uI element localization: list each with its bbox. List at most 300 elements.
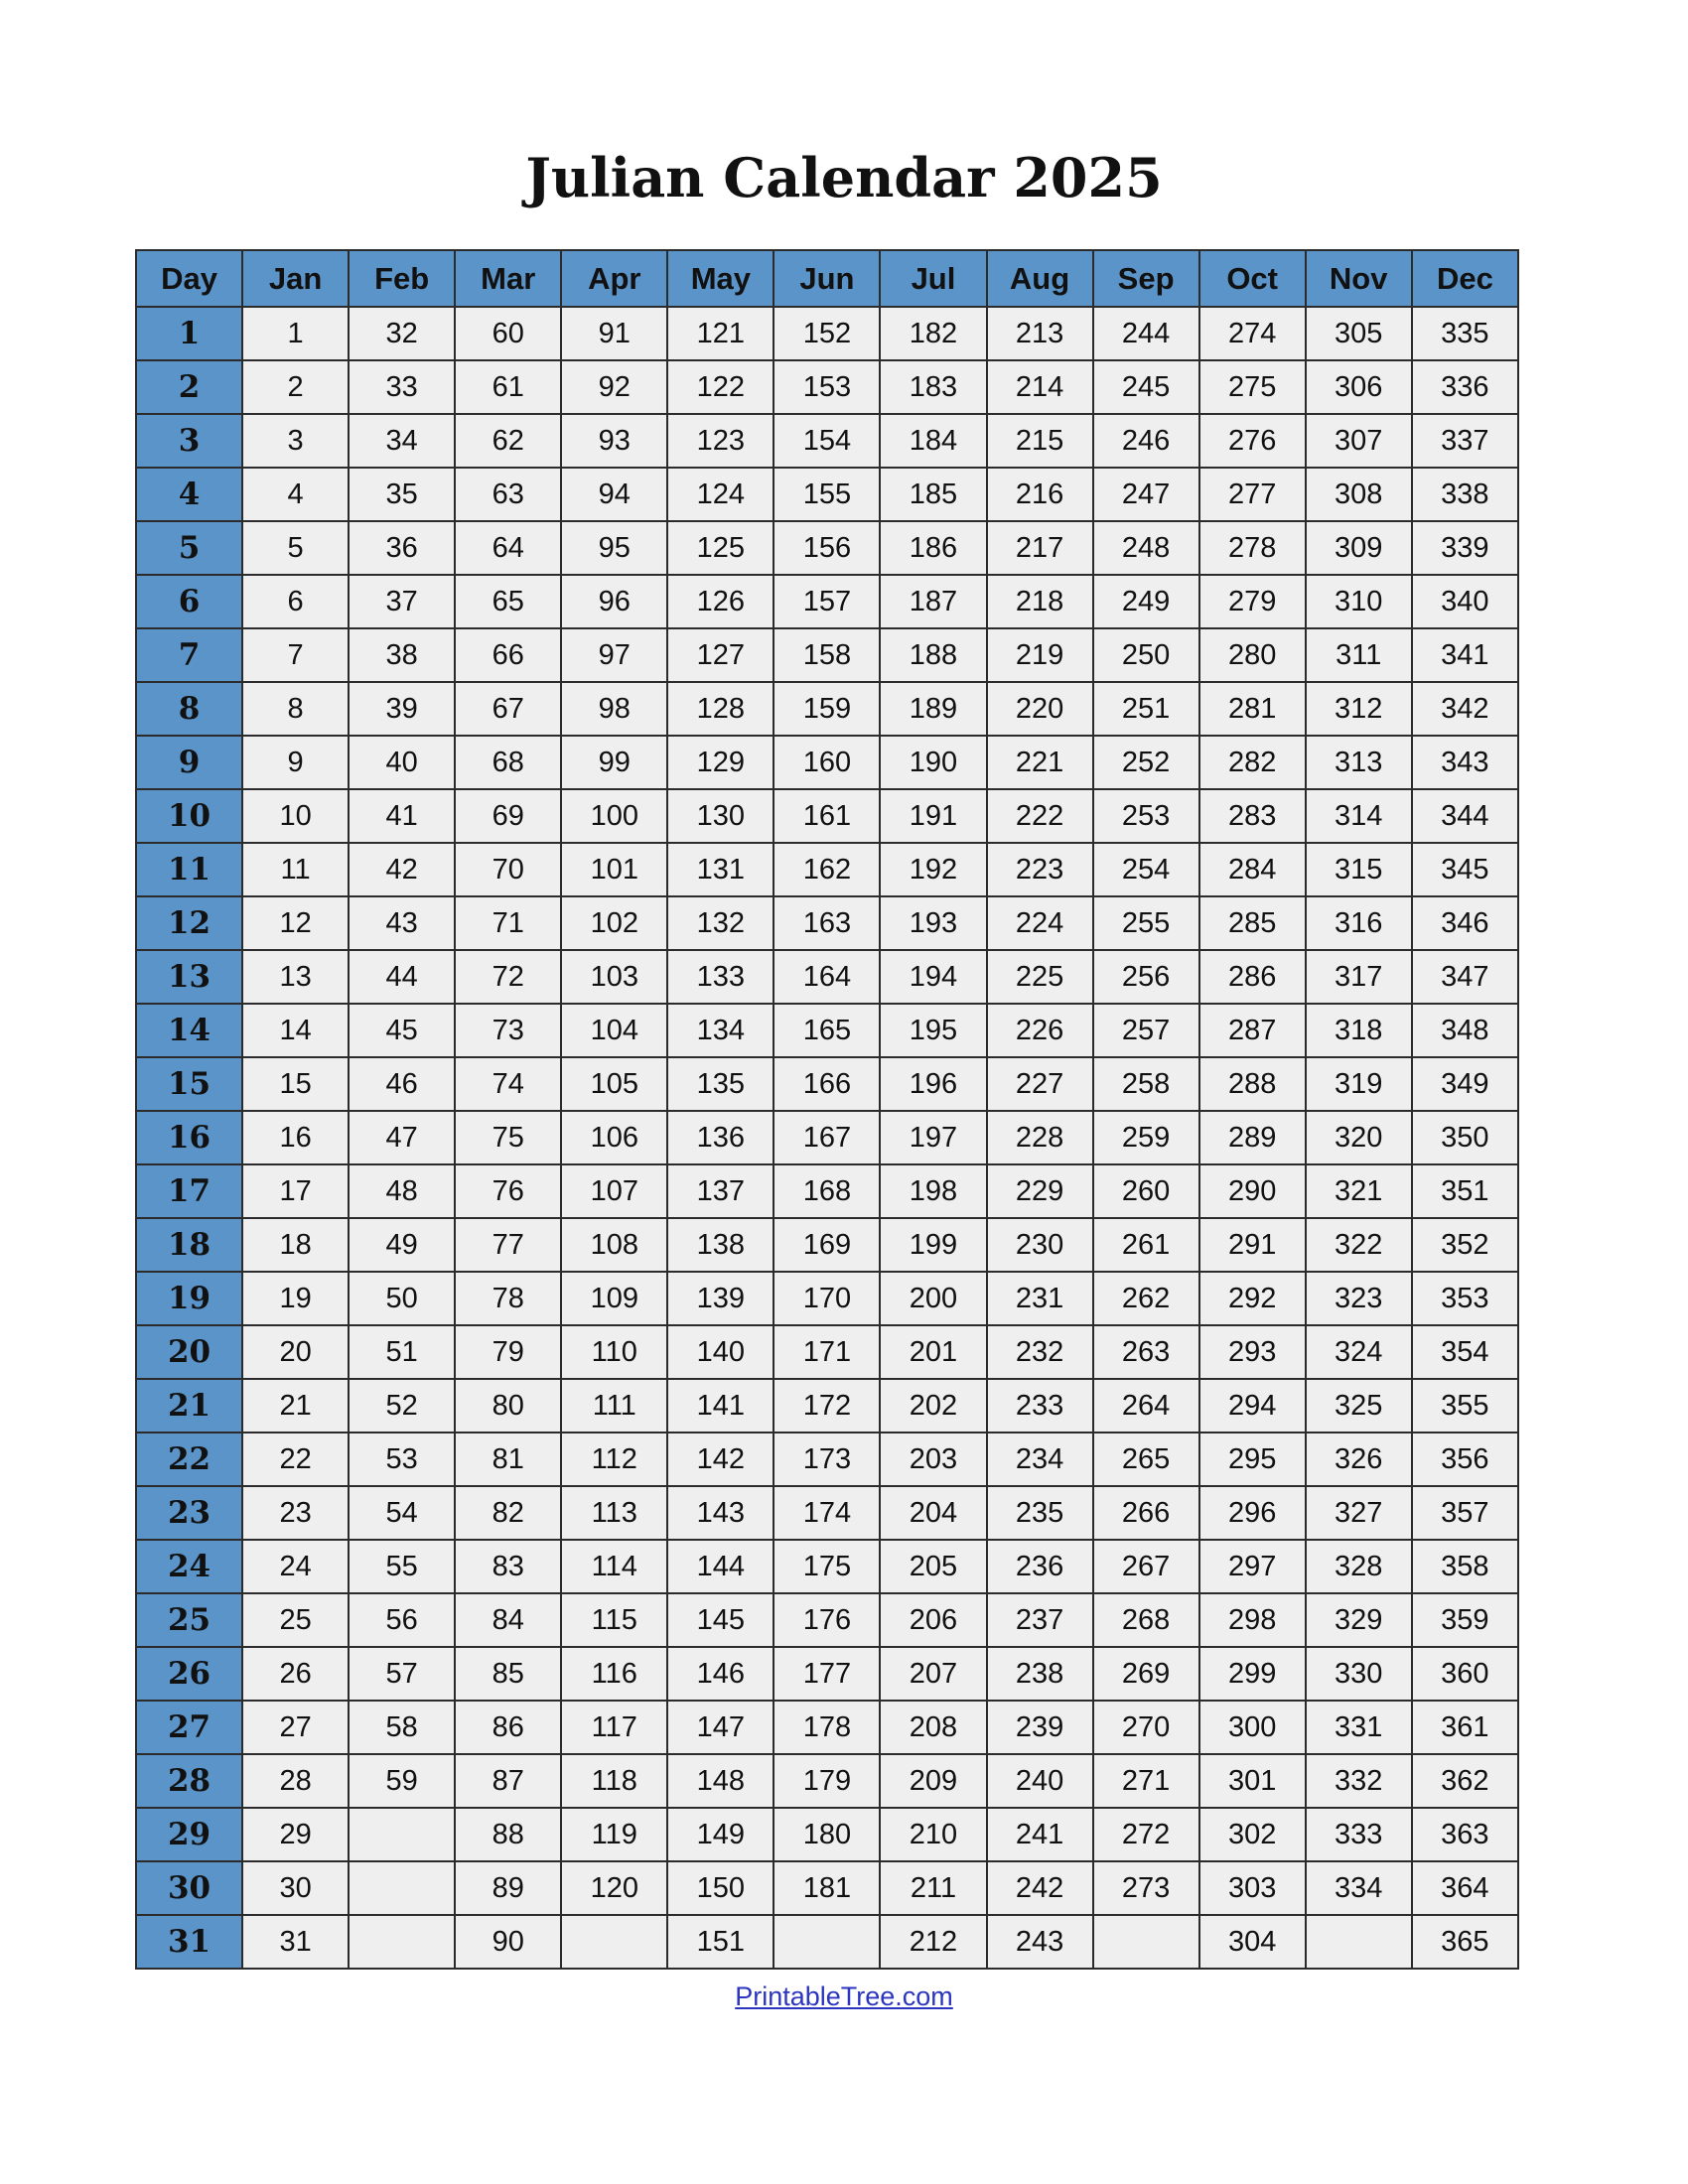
julian-value-cell: 93 [561, 414, 667, 468]
julian-value-cell: 314 [1306, 789, 1412, 843]
julian-value-cell: 72 [455, 950, 561, 1004]
julian-value-cell: 287 [1199, 1004, 1306, 1057]
julian-value-cell: 9 [242, 736, 349, 789]
table-row [136, 950, 1518, 1004]
day-cell: 13 [136, 950, 242, 1004]
julian-value-cell: 270 [1093, 1701, 1199, 1754]
month-header-cell: Mar [455, 250, 561, 307]
julian-value-cell: 84 [455, 1593, 561, 1647]
julian-value-cell: 198 [880, 1164, 986, 1218]
day-cell: 29 [136, 1808, 242, 1861]
julian-value-cell: 336 [1412, 360, 1518, 414]
julian-value-cell: 127 [667, 628, 774, 682]
julian-value-cell: 150 [667, 1861, 774, 1915]
day-cell: 23 [136, 1486, 242, 1540]
printabletree-link[interactable]: PrintableTree.com [735, 1981, 953, 2012]
julian-value-cell: 7 [242, 628, 349, 682]
julian-value-cell: 245 [1093, 360, 1199, 414]
julian-value-cell: 97 [561, 628, 667, 682]
julian-value-cell: 189 [880, 682, 986, 736]
julian-value-cell: 240 [987, 1754, 1093, 1808]
julian-value-cell: 160 [774, 736, 880, 789]
table-row [136, 682, 1518, 736]
table-row [136, 1433, 1518, 1486]
julian-value-cell: 321 [1306, 1164, 1412, 1218]
julian-value-cell: 65 [455, 575, 561, 628]
day-cell: 11 [136, 843, 242, 896]
julian-value-cell: 317 [1306, 950, 1412, 1004]
julian-value-cell: 122 [667, 360, 774, 414]
table-row [136, 1486, 1518, 1540]
julian-value-cell: 290 [1199, 1164, 1306, 1218]
julian-value-cell: 35 [349, 468, 455, 521]
julian-value-cell: 191 [880, 789, 986, 843]
julian-value-cell: 136 [667, 1111, 774, 1164]
table-row [136, 1701, 1518, 1754]
julian-value-cell: 135 [667, 1057, 774, 1111]
julian-value-cell: 33 [349, 360, 455, 414]
julian-value-cell: 344 [1412, 789, 1518, 843]
julian-value-cell: 298 [1199, 1593, 1306, 1647]
month-header-cell: Jul [880, 250, 986, 307]
julian-value-cell: 220 [987, 682, 1093, 736]
julian-value-cell: 157 [774, 575, 880, 628]
julian-value-cell: 109 [561, 1272, 667, 1325]
julian-value-cell: 18 [242, 1218, 349, 1272]
julian-value-cell: 263 [1093, 1325, 1199, 1379]
julian-value-cell: 312 [1306, 682, 1412, 736]
julian-value-cell: 338 [1412, 468, 1518, 521]
julian-value-cell: 244 [1093, 307, 1199, 360]
julian-value-cell: 184 [880, 414, 986, 468]
julian-value-cell: 341 [1412, 628, 1518, 682]
julian-value-cell: 125 [667, 521, 774, 575]
julian-value-cell: 38 [349, 628, 455, 682]
julian-value-cell: 301 [1199, 1754, 1306, 1808]
julian-value-cell: 178 [774, 1701, 880, 1754]
julian-value-cell: 134 [667, 1004, 774, 1057]
julian-value-cell: 163 [774, 896, 880, 950]
page-title: Julian Calendar 2025 [525, 146, 1163, 209]
julian-value-cell: 347 [1412, 950, 1518, 1004]
julian-value-cell: 289 [1199, 1111, 1306, 1164]
month-header-cell: Dec [1412, 250, 1518, 307]
julian-value-cell: 117 [561, 1701, 667, 1754]
julian-value-cell: 361 [1412, 1701, 1518, 1754]
julian-value-cell: 252 [1093, 736, 1199, 789]
julian-value-cell: 277 [1199, 468, 1306, 521]
julian-value-cell: 267 [1093, 1540, 1199, 1593]
julian-value-cell: 227 [987, 1057, 1093, 1111]
julian-value-cell: 77 [455, 1218, 561, 1272]
julian-value-cell: 130 [667, 789, 774, 843]
day-cell: 17 [136, 1164, 242, 1218]
julian-calendar-table [135, 249, 1519, 1970]
julian-value-cell: 14 [242, 1004, 349, 1057]
julian-value-cell: 253 [1093, 789, 1199, 843]
table-body [136, 307, 1518, 1969]
julian-value-cell: 69 [455, 789, 561, 843]
day-cell: 6 [136, 575, 242, 628]
julian-value-cell: 358 [1412, 1540, 1518, 1593]
julian-value-cell: 286 [1199, 950, 1306, 1004]
julian-value-cell: 255 [1093, 896, 1199, 950]
julian-value-cell: 67 [455, 682, 561, 736]
julian-value-cell: 113 [561, 1486, 667, 1540]
julian-value-cell: 23 [242, 1486, 349, 1540]
julian-value-cell: 248 [1093, 521, 1199, 575]
month-header-cell: Apr [561, 250, 667, 307]
table-row [136, 468, 1518, 521]
julian-value-cell: 16 [242, 1111, 349, 1164]
day-cell: 2 [136, 360, 242, 414]
julian-value-cell: 284 [1199, 843, 1306, 896]
julian-value-cell: 100 [561, 789, 667, 843]
day-header-cell: Day [136, 250, 242, 307]
table-row [136, 1325, 1518, 1379]
julian-value-cell: 82 [455, 1486, 561, 1540]
julian-value-cell: 292 [1199, 1272, 1306, 1325]
month-header-cell: Aug [987, 250, 1093, 307]
julian-value-cell: 123 [667, 414, 774, 468]
julian-value-cell: 235 [987, 1486, 1093, 1540]
julian-value-cell: 89 [455, 1861, 561, 1915]
julian-value-cell [349, 1915, 455, 1969]
footer [0, 1981, 1688, 2012]
julian-value-cell: 90 [455, 1915, 561, 1969]
julian-value-cell: 40 [349, 736, 455, 789]
julian-value-cell: 345 [1412, 843, 1518, 896]
julian-value-cell: 310 [1306, 575, 1412, 628]
julian-value-cell: 124 [667, 468, 774, 521]
julian-value-cell: 352 [1412, 1218, 1518, 1272]
day-cell: 30 [136, 1861, 242, 1915]
julian-value-cell: 58 [349, 1701, 455, 1754]
day-cell: 16 [136, 1111, 242, 1164]
day-cell: 8 [136, 682, 242, 736]
julian-value-cell: 280 [1199, 628, 1306, 682]
julian-value-cell: 54 [349, 1486, 455, 1540]
day-cell: 24 [136, 1540, 242, 1593]
julian-value-cell: 142 [667, 1433, 774, 1486]
day-cell: 28 [136, 1754, 242, 1808]
julian-value-cell: 229 [987, 1164, 1093, 1218]
julian-value-cell: 168 [774, 1164, 880, 1218]
header-row [136, 250, 1518, 307]
julian-value-cell: 94 [561, 468, 667, 521]
julian-value-cell: 180 [774, 1808, 880, 1861]
julian-value-cell: 128 [667, 682, 774, 736]
julian-value-cell: 167 [774, 1111, 880, 1164]
julian-value-cell: 242 [987, 1861, 1093, 1915]
julian-value-cell: 193 [880, 896, 986, 950]
julian-value-cell: 96 [561, 575, 667, 628]
julian-value-cell: 339 [1412, 521, 1518, 575]
julian-value-cell: 188 [880, 628, 986, 682]
julian-value-cell: 22 [242, 1433, 349, 1486]
julian-value-cell: 353 [1412, 1272, 1518, 1325]
julian-value-cell: 158 [774, 628, 880, 682]
julian-value-cell: 146 [667, 1647, 774, 1701]
table-row [136, 1861, 1518, 1915]
julian-value-cell: 159 [774, 682, 880, 736]
day-cell: 19 [136, 1272, 242, 1325]
julian-value-cell: 37 [349, 575, 455, 628]
day-cell: 18 [136, 1218, 242, 1272]
julian-value-cell: 268 [1093, 1593, 1199, 1647]
julian-value-cell: 133 [667, 950, 774, 1004]
julian-value-cell: 285 [1199, 896, 1306, 950]
julian-value-cell: 324 [1306, 1325, 1412, 1379]
julian-value-cell: 251 [1093, 682, 1199, 736]
julian-value-cell: 87 [455, 1754, 561, 1808]
julian-value-cell: 60 [455, 307, 561, 360]
julian-value-cell: 200 [880, 1272, 986, 1325]
julian-value-cell: 26 [242, 1647, 349, 1701]
julian-value-cell: 155 [774, 468, 880, 521]
day-cell: 5 [136, 521, 242, 575]
day-cell: 15 [136, 1057, 242, 1111]
julian-value-cell: 53 [349, 1433, 455, 1486]
day-cell: 26 [136, 1647, 242, 1701]
julian-value-cell: 39 [349, 682, 455, 736]
julian-value-cell: 104 [561, 1004, 667, 1057]
julian-value-cell: 226 [987, 1004, 1093, 1057]
day-cell: 22 [136, 1433, 242, 1486]
julian-value-cell: 311 [1306, 628, 1412, 682]
julian-value-cell: 357 [1412, 1486, 1518, 1540]
julian-value-cell: 88 [455, 1808, 561, 1861]
julian-value-cell: 143 [667, 1486, 774, 1540]
julian-value-cell: 145 [667, 1593, 774, 1647]
month-header-cell: Feb [349, 250, 455, 307]
julian-value-cell: 365 [1412, 1915, 1518, 1969]
julian-value-cell: 319 [1306, 1057, 1412, 1111]
julian-value-cell: 6 [242, 575, 349, 628]
julian-value-cell: 216 [987, 468, 1093, 521]
julian-value-cell: 171 [774, 1325, 880, 1379]
julian-value-cell: 166 [774, 1057, 880, 1111]
julian-value-cell: 231 [987, 1272, 1093, 1325]
julian-value-cell: 250 [1093, 628, 1199, 682]
julian-value-cell: 164 [774, 950, 880, 1004]
julian-value-cell: 273 [1093, 1861, 1199, 1915]
julian-value-cell: 261 [1093, 1218, 1199, 1272]
julian-value-cell: 330 [1306, 1647, 1412, 1701]
julian-value-cell: 29 [242, 1808, 349, 1861]
julian-value-cell: 121 [667, 307, 774, 360]
julian-value-cell: 313 [1306, 736, 1412, 789]
julian-value-cell: 262 [1093, 1272, 1199, 1325]
julian-value-cell: 349 [1412, 1057, 1518, 1111]
table-row [136, 414, 1518, 468]
day-cell: 21 [136, 1379, 242, 1433]
julian-value-cell: 144 [667, 1540, 774, 1593]
julian-value-cell: 274 [1199, 307, 1306, 360]
julian-value-cell: 254 [1093, 843, 1199, 896]
julian-value-cell: 323 [1306, 1272, 1412, 1325]
julian-value-cell: 279 [1199, 575, 1306, 628]
julian-value-cell: 95 [561, 521, 667, 575]
julian-value-cell: 137 [667, 1164, 774, 1218]
table-row [136, 896, 1518, 950]
table-header [136, 250, 1518, 307]
julian-value-cell: 218 [987, 575, 1093, 628]
month-header-cell: Jun [774, 250, 880, 307]
day-cell: 4 [136, 468, 242, 521]
julian-value-cell: 34 [349, 414, 455, 468]
julian-value-cell: 25 [242, 1593, 349, 1647]
julian-value-cell: 241 [987, 1808, 1093, 1861]
julian-value-cell: 161 [774, 789, 880, 843]
julian-value-cell: 196 [880, 1057, 986, 1111]
day-cell: 27 [136, 1701, 242, 1754]
julian-value-cell: 64 [455, 521, 561, 575]
day-cell: 3 [136, 414, 242, 468]
julian-value-cell: 186 [880, 521, 986, 575]
julian-value-cell: 92 [561, 360, 667, 414]
julian-value-cell: 210 [880, 1808, 986, 1861]
julian-value-cell: 195 [880, 1004, 986, 1057]
table-row [136, 843, 1518, 896]
julian-value-cell: 265 [1093, 1433, 1199, 1486]
julian-value-cell: 3 [242, 414, 349, 468]
julian-value-cell: 19 [242, 1272, 349, 1325]
julian-value-cell: 355 [1412, 1379, 1518, 1433]
julian-value-cell: 1 [242, 307, 349, 360]
day-cell: 12 [136, 896, 242, 950]
julian-value-cell: 75 [455, 1111, 561, 1164]
julian-value-cell: 333 [1306, 1808, 1412, 1861]
table-row [136, 1057, 1518, 1111]
julian-value-cell: 68 [455, 736, 561, 789]
table-row [136, 628, 1518, 682]
day-cell: 25 [136, 1593, 242, 1647]
julian-value-cell: 238 [987, 1647, 1093, 1701]
julian-value-cell: 154 [774, 414, 880, 468]
julian-value-cell: 249 [1093, 575, 1199, 628]
julian-value-cell: 118 [561, 1754, 667, 1808]
julian-value-cell: 316 [1306, 896, 1412, 950]
julian-value-cell: 192 [880, 843, 986, 896]
julian-value-cell: 364 [1412, 1861, 1518, 1915]
julian-value-cell: 340 [1412, 575, 1518, 628]
julian-value-cell: 237 [987, 1593, 1093, 1647]
julian-value-cell: 331 [1306, 1701, 1412, 1754]
julian-value-cell: 174 [774, 1486, 880, 1540]
julian-value-cell: 305 [1306, 307, 1412, 360]
julian-value-cell: 258 [1093, 1057, 1199, 1111]
month-header-cell: Sep [1093, 250, 1199, 307]
day-cell: 10 [136, 789, 242, 843]
julian-value-cell: 86 [455, 1701, 561, 1754]
julian-value-cell: 275 [1199, 360, 1306, 414]
julian-value-cell: 228 [987, 1111, 1093, 1164]
julian-value-cell: 115 [561, 1593, 667, 1647]
julian-value-cell: 129 [667, 736, 774, 789]
julian-value-cell: 15 [242, 1057, 349, 1111]
julian-value-cell: 162 [774, 843, 880, 896]
julian-value-cell: 182 [880, 307, 986, 360]
julian-value-cell: 4 [242, 468, 349, 521]
julian-value-cell: 32 [349, 307, 455, 360]
julian-value-cell: 259 [1093, 1111, 1199, 1164]
julian-value-cell: 24 [242, 1540, 349, 1593]
julian-value-cell: 52 [349, 1379, 455, 1433]
julian-value-cell: 348 [1412, 1004, 1518, 1057]
julian-value-cell: 306 [1306, 360, 1412, 414]
julian-value-cell: 214 [987, 360, 1093, 414]
julian-value-cell: 81 [455, 1433, 561, 1486]
julian-value-cell: 272 [1093, 1808, 1199, 1861]
julian-value-cell: 91 [561, 307, 667, 360]
table-row [136, 1808, 1518, 1861]
julian-value-cell: 176 [774, 1593, 880, 1647]
julian-value-cell: 308 [1306, 468, 1412, 521]
table-row [136, 575, 1518, 628]
julian-value-cell: 197 [880, 1111, 986, 1164]
julian-value-cell: 173 [774, 1433, 880, 1486]
julian-value-cell: 181 [774, 1861, 880, 1915]
julian-value-cell [349, 1808, 455, 1861]
julian-value-cell: 71 [455, 896, 561, 950]
julian-value-cell: 329 [1306, 1593, 1412, 1647]
julian-value-cell: 281 [1199, 682, 1306, 736]
julian-value-cell: 30 [242, 1861, 349, 1915]
table-row [136, 1004, 1518, 1057]
table-row [136, 1272, 1518, 1325]
julian-value-cell: 224 [987, 896, 1093, 950]
julian-value-cell: 172 [774, 1379, 880, 1433]
julian-value-cell: 257 [1093, 1004, 1199, 1057]
julian-value-cell: 346 [1412, 896, 1518, 950]
julian-value-cell: 31 [242, 1915, 349, 1969]
julian-value-cell: 2 [242, 360, 349, 414]
table-row [136, 1593, 1518, 1647]
julian-value-cell: 185 [880, 468, 986, 521]
julian-value-cell: 239 [987, 1701, 1093, 1754]
julian-value-cell: 327 [1306, 1486, 1412, 1540]
julian-value-cell: 78 [455, 1272, 561, 1325]
julian-value-cell: 260 [1093, 1164, 1199, 1218]
julian-value-cell: 21 [242, 1379, 349, 1433]
julian-value-cell: 13 [242, 950, 349, 1004]
julian-value-cell: 140 [667, 1325, 774, 1379]
julian-value-cell: 300 [1199, 1701, 1306, 1754]
julian-value-cell: 108 [561, 1218, 667, 1272]
julian-value-cell: 351 [1412, 1164, 1518, 1218]
julian-value-cell: 236 [987, 1540, 1093, 1593]
table-row [136, 789, 1518, 843]
julian-value-cell: 246 [1093, 414, 1199, 468]
table-row [136, 1218, 1518, 1272]
julian-value-cell: 309 [1306, 521, 1412, 575]
julian-value-cell: 211 [880, 1861, 986, 1915]
julian-value-cell: 61 [455, 360, 561, 414]
julian-value-cell: 322 [1306, 1218, 1412, 1272]
table-row [136, 1915, 1518, 1969]
julian-value-cell: 42 [349, 843, 455, 896]
julian-value-cell: 187 [880, 575, 986, 628]
julian-value-cell: 269 [1093, 1647, 1199, 1701]
julian-value-cell: 307 [1306, 414, 1412, 468]
julian-value-cell: 209 [880, 1754, 986, 1808]
julian-value-cell: 147 [667, 1701, 774, 1754]
julian-value-cell: 131 [667, 843, 774, 896]
julian-value-cell: 138 [667, 1218, 774, 1272]
julian-value-cell: 149 [667, 1808, 774, 1861]
julian-value-cell: 45 [349, 1004, 455, 1057]
